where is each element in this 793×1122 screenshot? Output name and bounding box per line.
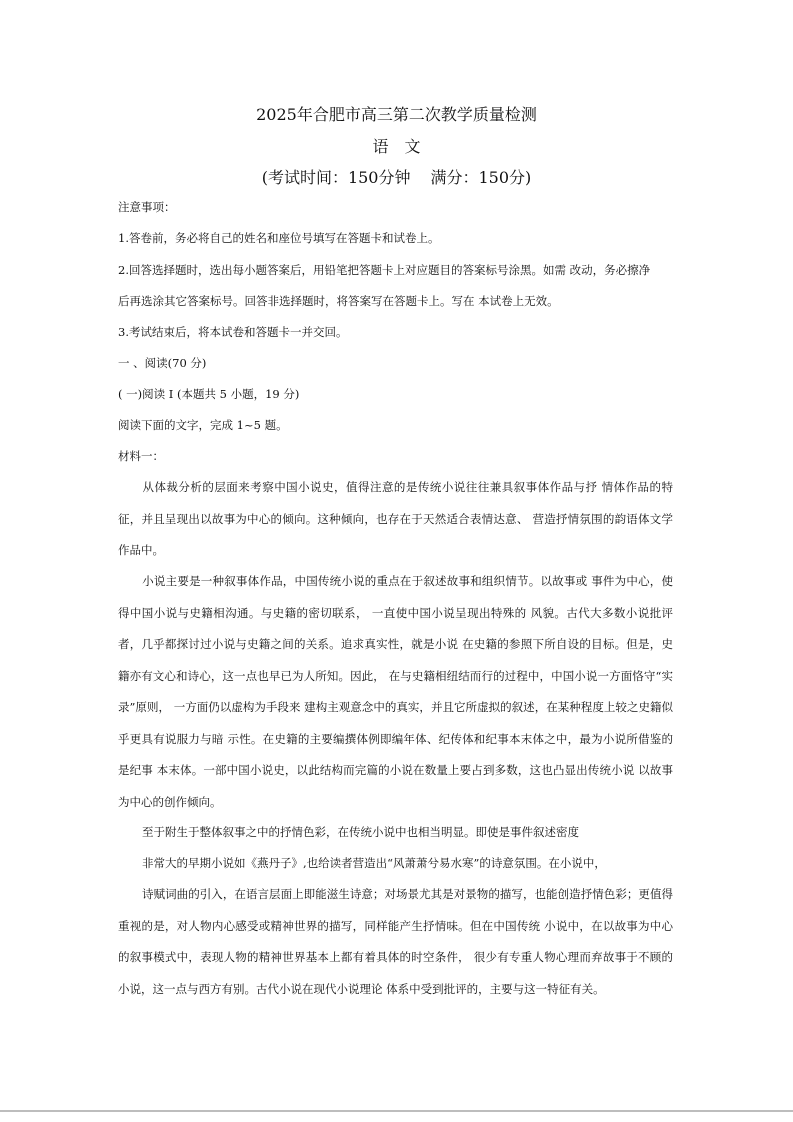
notice-item-2-line-1: 2.回答选择题时，选出每小题答案后，用铅笔把答题卡上对应题目的答案标号涂黑。如需 改动，务必擦净	[118, 263, 651, 277]
notice-item-3: 3.考试结束后，将本试卷和答题卡一并交回。	[118, 325, 348, 339]
notice-item-1: 1.答卷前，务必将自己的姓名和座位号填写在答题卡和试卷上。	[118, 231, 440, 245]
page-bottom-rule	[0, 1110, 793, 1112]
reading-instruction: 阅读下面的文字，完成 1~5 题。	[118, 418, 288, 432]
section-part-1-sub: ( 一)阅读 I (本题共 5 小题，19 分)	[118, 387, 300, 401]
section-part-1: 一 、阅读(70 分)	[118, 356, 207, 370]
exam-info	[0, 165, 793, 188]
material-paragraph-3: 至于附生于整体叙事之中的抒情色彩，在传统小说中也相当明显。即使是事件叙述密度	[142, 825, 579, 839]
material-paragraph-1: 从体裁分析的层面来考察中国小说史，值得注意的是传统小说往往兼具叙事体作品与抒 情体作品的特征，并且呈现出以故事为中心的倾向。这种倾向，也存在于天然适合表情达意、 营造抒情氛围的韵语体文学作品中。	[118, 480, 673, 557]
exam-time: (考试时间：150分钟	[261, 168, 411, 187]
notice-heading: 注意事项：	[118, 200, 176, 214]
notice-item-2-line-2: 后再选涂其它答案标号。回答非选择题时，将答案写在答题卡上。写在 本试卷上无效。	[118, 294, 559, 308]
exam-subject: 语 文	[372, 137, 421, 156]
exam-title: 2025年合肥市高三第二次教学质量检测	[256, 105, 537, 124]
material-paragraph-4: 非常大的早期小说如《燕丹子》,也给读者营造出“风萧萧兮易水寒”的诗意氛围。在小说中，	[142, 856, 606, 870]
material-label: 材料一：	[118, 449, 164, 463]
full-score: 满分：150分)	[430, 168, 532, 187]
material-paragraph-5: 诗赋词曲的引入，在语言层面上即能滋生诗意；对场景尤其是对景物的描写，也能创造抒情色彩；更值得重视的是，对人物内心感受或精神世界的描写，同样能产生抒情味。但在中国传统 小说中，在以故事为中心的叙事模式中，表现人物的精神世界基本上都有着具体的时空条件， 很少有专重人物心理而弃故事于不顾的小说，这一点与西方有别。古代小说在现代小说理论 体系中受到批评的，主要与这一特征有关。	[118, 887, 673, 996]
material-paragraph-2: 小说主要是一种叙事体作品，中国传统小说的重点在于叙述故事和组织情节。以故事或 事件为中心，使得中国小说与史籍相沟通。与史籍的密切联系， 一直使中国小说呈现出特殊的 风貌。古代大多数小说批评者，几乎都探讨过小说与史籍之间的关系。追求真实性，就是小说 在史籍的参照下所自设的目标。但是，史籍亦有文心和诗心，这一点也早已为人所知。因此， 在与史籍相纽结而行的过程中，中国小说一方面恪守“实录”原则， 一方面仍以虚构为手段来 建构主观意念中的真实，并且它所虚拟的叙述，在某种程度上较之史籍似乎更具有说服力与暗 示性。在史籍的主要编撰体例即编年体、纪传体和纪事本末体之中，最为小说所借鉴的是纪事 本末体。一部中国小说史，以此结构而完篇的小说在数量上要占到多数，这也凸显出传统小说 以故事为中心的创作倾向。	[118, 574, 673, 809]
